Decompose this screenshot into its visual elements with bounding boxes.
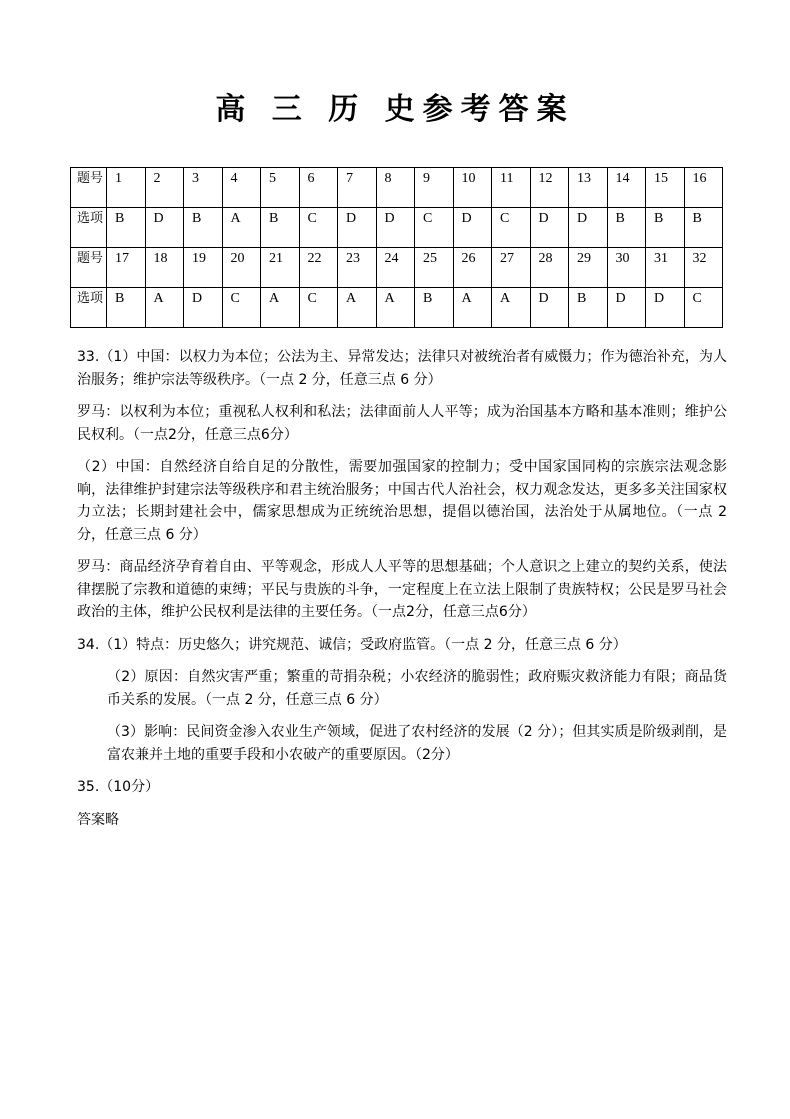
- answer-option-row-cell: D: [338, 208, 377, 248]
- q34-part2: （2）原因：自然灾害严重；繁重的苛捐杂税；小农经济的脆弱性；政府赈灾救济能力有限；商品货币关系的发展。（一点 2 分，任意三点 6 分）: [107, 669, 727, 708]
- question-number-row-cell: 5: [261, 168, 300, 208]
- question-number-row: [71, 248, 723, 288]
- question-number-row-cell: 20: [222, 248, 261, 288]
- answer-option-row-cell: D: [376, 208, 415, 248]
- answer-option-row-cell: D: [569, 208, 608, 248]
- question-number-row-cell: 7: [338, 168, 377, 208]
- answer-option-row-cell: B: [607, 208, 646, 248]
- question-number-row-header: 题号: [71, 248, 107, 288]
- q35-answer: 答案略: [77, 811, 119, 828]
- answer-option-row-cell: D: [453, 208, 492, 248]
- question-number-row-cell: 24: [376, 248, 415, 288]
- answer-option-row-cell: A: [145, 288, 184, 328]
- answer-option-row-cell: A: [453, 288, 492, 328]
- question-number-row-cell: 19: [184, 248, 223, 288]
- question-number-row-cell: 22: [299, 248, 338, 288]
- answer-option-row-cell: C: [299, 208, 338, 248]
- question-number-row-cell: 14: [607, 168, 646, 208]
- answer-option-row-cell: D: [646, 288, 685, 328]
- q33-part1-rome: 罗马：以权利为本位；重视私人权利和私法；法律面前人人平等；成为治国基本方略和基本准则；维护公民权利。（一点2分，任意三点6分）: [77, 404, 727, 443]
- q33-part1-china: 33.（1）中国：以权力为本位；公法为主、异常发达；法律只对被统治者有威慑力；作为德治补充，为人治服务；维护宗法等级秩序。（一点 2 分，任意三点 6 分）: [77, 349, 727, 388]
- question-number-row-cell: 16: [684, 168, 723, 208]
- answer-option-row-cell: C: [299, 288, 338, 328]
- answer-option-row-cell: D: [530, 288, 569, 328]
- question-number-row-cell: 3: [184, 168, 223, 208]
- question-number-row-cell: 6: [299, 168, 338, 208]
- answer-table: [70, 167, 723, 328]
- answer-option-row-cell: A: [492, 288, 531, 328]
- answer-option-row-cell: B: [107, 288, 146, 328]
- question-number-row-cell: 17: [107, 248, 146, 288]
- question-number-row-cell: 2: [145, 168, 184, 208]
- page-title: 高 三 历 史参考答案: [215, 92, 575, 127]
- answer-option-row-cell: B: [184, 208, 223, 248]
- answer-option-row: [71, 288, 723, 328]
- answer-option-row-cell: B: [415, 288, 454, 328]
- question-number-row-cell: 1: [107, 168, 146, 208]
- answer-option-row-cell: B: [569, 288, 608, 328]
- question-number-row-cell: 15: [646, 168, 685, 208]
- question-number-row-cell: 21: [261, 248, 300, 288]
- question-number-row: [71, 168, 723, 208]
- question-number-row-cell: 12: [530, 168, 569, 208]
- q35-label: 35.（10分）: [77, 779, 160, 795]
- question-number-row-cell: 26: [453, 248, 492, 288]
- question-number-row-cell: 29: [569, 248, 608, 288]
- answer-option-row-cell: B: [684, 208, 723, 248]
- answer-option-row-cell: A: [338, 288, 377, 328]
- answer-option-row-cell: B: [261, 208, 300, 248]
- question-number-row-cell: 10: [453, 168, 492, 208]
- question-number-row-cell: 23: [338, 248, 377, 288]
- answer-option-row-cell: C: [492, 208, 531, 248]
- q34-part3: （3）影响：民间资金渗入农业生产领域，促进了农村经济的发展（2 分）；但其实质是阶级剥削，是富农兼并土地的重要手段和小农破产的重要原因。（2分）: [107, 724, 727, 763]
- answer-option-row-cell: A: [222, 208, 261, 248]
- question-number-row-cell: 11: [492, 168, 531, 208]
- question-number-row-cell: 31: [646, 248, 685, 288]
- answer-option-row-cell: C: [415, 208, 454, 248]
- question-number-row-cell: 25: [415, 248, 454, 288]
- answer-option-row-cell: D: [607, 288, 646, 328]
- answer-option-row-cell: B: [107, 208, 146, 248]
- answer-option-row-header: 选项: [71, 288, 107, 328]
- answer-option-row-cell: B: [646, 208, 685, 248]
- answer-option-row-cell: A: [261, 288, 300, 328]
- question-number-row-cell: 30: [607, 248, 646, 288]
- q34-part1: 34.（1）特点：历史悠久；讲究规范、诚信；受政府监管。（一点 2 分，任意三点 6 分）: [77, 636, 627, 653]
- question-number-row-cell: 4: [222, 168, 261, 208]
- question-number-row-cell: 8: [376, 168, 415, 208]
- question-number-row-cell: 9: [415, 168, 454, 208]
- answer-option-row-cell: C: [222, 288, 261, 328]
- question-number-row-cell: 27: [492, 248, 531, 288]
- question-number-row-header: 题号: [71, 168, 107, 208]
- question-number-row-cell: 28: [530, 248, 569, 288]
- question-number-row-cell: 18: [145, 248, 184, 288]
- question-number-row-cell: 13: [569, 168, 608, 208]
- q33-part2-rome: 罗马：商品经济孕育着自由、平等观念，形成人人平等的思想基础；个人意识之上建立的契约关系，使法律摆脱了宗教和道德的束缚；平民与贵族的斗争，一定程度上在立法上限制了贵族特权；公民是罗马社会政治的主体，维护公民权利是法律的主要任务。（一点2分，任意三点6分）: [77, 559, 727, 620]
- answer-option-row-cell: D: [184, 288, 223, 328]
- answer-option-row-header: 选项: [71, 208, 107, 248]
- question-number-row-cell: 32: [684, 248, 723, 288]
- q33-part2-china: （2）中国：自然经济自给自足的分散性，需要加强国家的控制力；受中国家国同构的宗族宗法观念影响，法律维护封建宗法等级秩序和君主统治服务；中国古代人治社会，权力观念发达，更多多关注国家权力立法；长期封建社会中，儒家思想成为正统统治思想，提倡以德治国，法治处于从属地位。（一点 2 分，任意三点 6 分）: [77, 459, 727, 543]
- answer-content: [77, 346, 727, 841]
- answer-option-row: [71, 208, 723, 248]
- answer-option-row-cell: C: [684, 288, 723, 328]
- answer-option-row-cell: D: [145, 208, 184, 248]
- answer-option-row-cell: A: [376, 288, 415, 328]
- answer-option-row-cell: D: [530, 208, 569, 248]
